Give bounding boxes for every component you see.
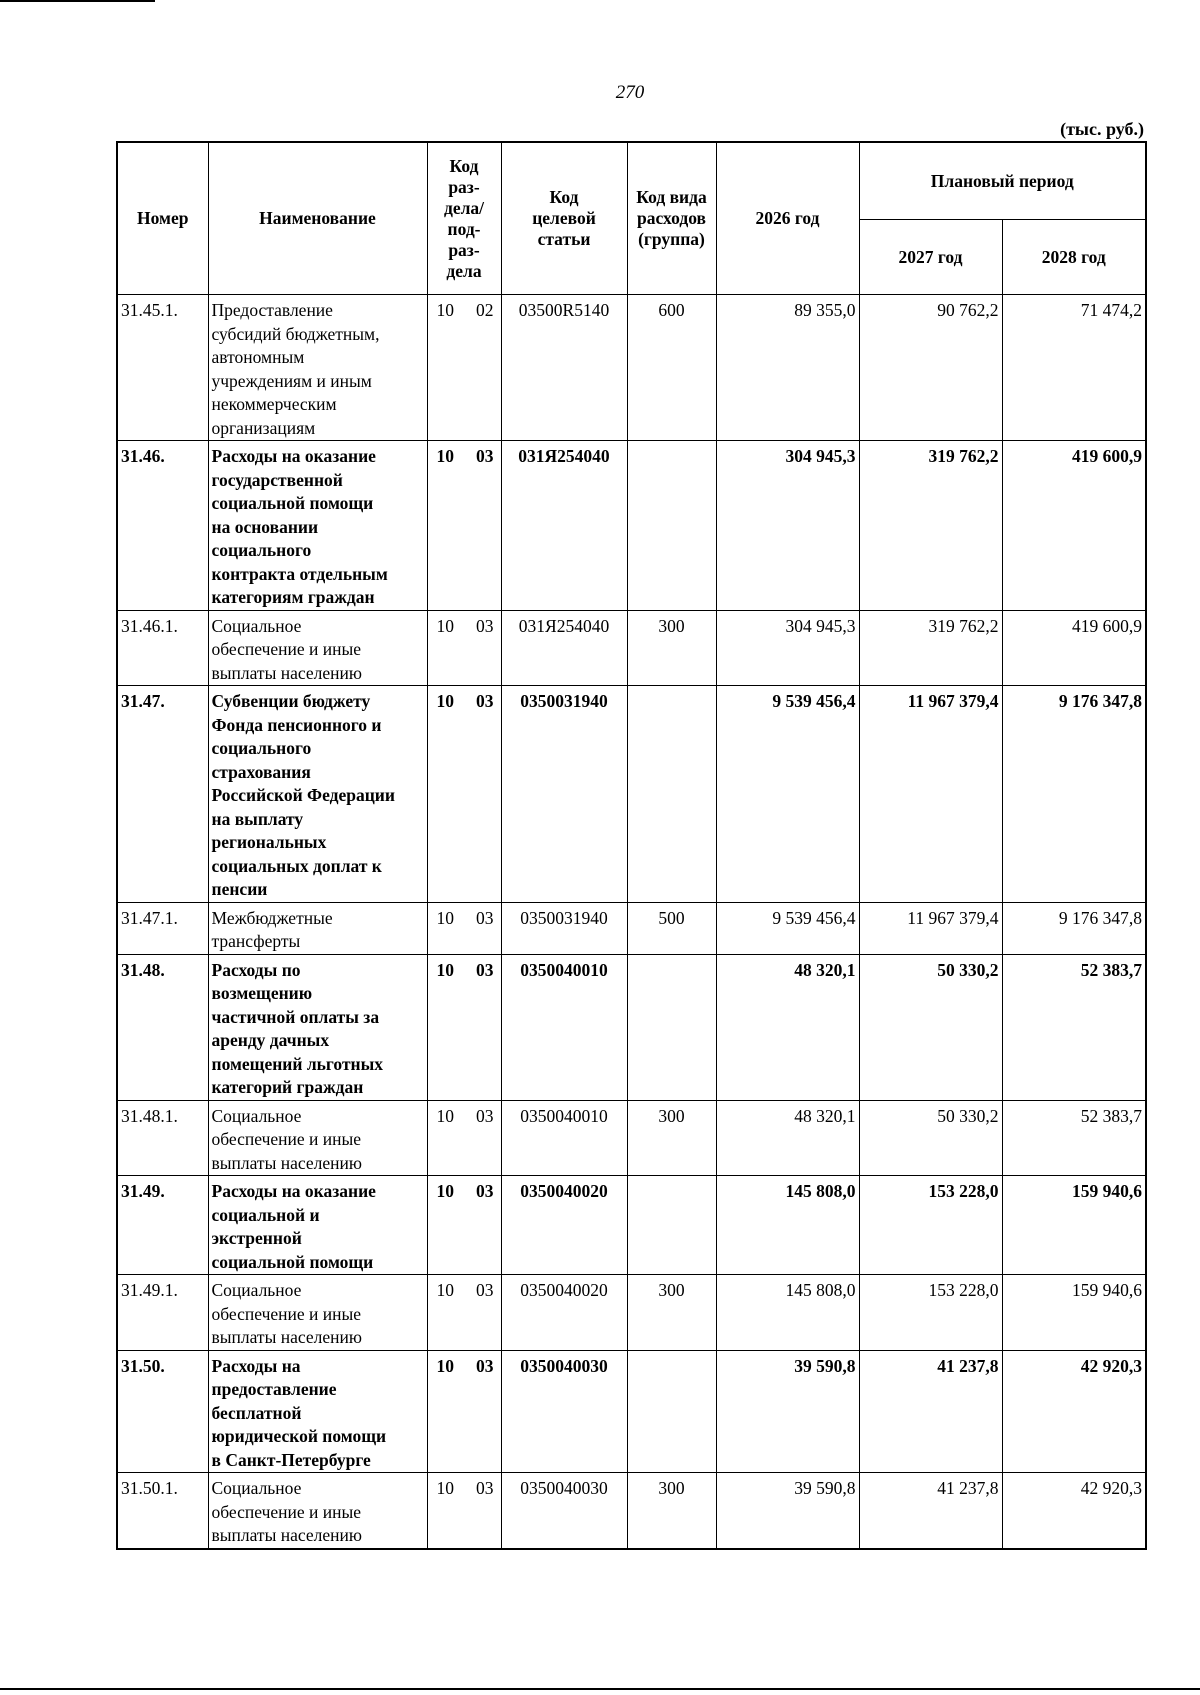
row-subsection: 03: [476, 691, 494, 711]
row-amount-2026: 304 945,3: [716, 610, 859, 686]
row-section: 10: [436, 1280, 454, 1300]
table-row: [117, 1350, 1146, 1473]
row-number: 31.50.: [117, 1350, 208, 1473]
row-name-line: Расходы по: [211, 959, 301, 980]
row-target-code: 0350031940: [501, 686, 627, 903]
row-name-line: пенсии: [211, 879, 268, 899]
row-name: [208, 1275, 427, 1351]
row-name-line: субсидий бюджетным,: [211, 323, 380, 344]
row-subsection: 03: [476, 615, 494, 636]
row-section: 10: [436, 446, 454, 466]
row-subsection: 03: [476, 959, 494, 980]
row-amount-2027: 153 228,0: [859, 1275, 1002, 1351]
scan-edge-mark-bottom: [0, 1688, 1200, 1690]
row-amount-2027: 11 967 379,4: [859, 902, 1002, 954]
row-number: 31.50.1.: [117, 1473, 208, 1549]
row-amount-2028: 159 940,6: [1002, 1176, 1146, 1275]
row-name-line: выплаты населению: [211, 1327, 362, 1347]
row-section-code: [427, 954, 501, 1100]
row-name-line: Расходы на оказание: [211, 446, 376, 466]
row-amount-2027: 41 237,8: [859, 1350, 1002, 1473]
row-number: 31.47.1.: [117, 902, 208, 954]
row-name-line: возмещению: [211, 983, 313, 1003]
header-planned-period: Плановый период: [859, 142, 1146, 220]
row-amount-2026: 304 945,3: [716, 441, 859, 611]
row-name-line: социальной помощи: [211, 493, 374, 513]
row-subsection: 02: [476, 300, 494, 320]
row-name-line: обеспечение и иные: [211, 1501, 362, 1522]
row-name: [208, 1176, 427, 1275]
row-name-line: на выплату: [211, 808, 304, 829]
row-amount-2028: 9 176 347,8: [1002, 686, 1146, 903]
table-row: [117, 441, 1146, 611]
row-section-code: [427, 610, 501, 686]
row-number: 31.47.: [117, 686, 208, 903]
row-name-line: Предоставление: [211, 300, 333, 320]
table-row: [117, 1275, 1146, 1351]
row-name-line: контракта отдельным: [211, 563, 388, 584]
row-expense-kind: 300: [627, 1473, 716, 1549]
row-section-code: [427, 295, 501, 441]
row-name-line: социальных доплат к: [211, 855, 382, 876]
row-number: 31.49.1.: [117, 1275, 208, 1351]
row-name-line: аренду дачных: [211, 1030, 330, 1050]
row-section-code: [427, 441, 501, 611]
row-section-code: [427, 902, 501, 954]
table-row: [117, 1473, 1146, 1549]
row-expense-kind: [627, 441, 716, 611]
row-name-line: помещений льготных: [211, 1053, 384, 1074]
row-subsection: 03: [476, 446, 494, 466]
row-amount-2027: 153 228,0: [859, 1176, 1002, 1275]
row-section-code: [427, 686, 501, 903]
row-name: [208, 954, 427, 1100]
row-name-line: выплаты населению: [211, 1525, 362, 1545]
row-section: 10: [436, 1355, 454, 1376]
row-section-code: [427, 1100, 501, 1176]
row-section-code: [427, 1473, 501, 1549]
row-name-line: Социальное: [211, 1478, 302, 1498]
table-row: [117, 1176, 1146, 1275]
row-name-line: Расходы на: [211, 1355, 301, 1376]
row-name: [208, 1350, 427, 1473]
row-amount-2028: 419 600,9: [1002, 441, 1146, 611]
header-number: Номер: [117, 142, 208, 295]
row-section-code: [427, 1275, 501, 1351]
header-expense-line: Код вида: [636, 187, 707, 207]
row-name-line: на основании: [211, 516, 319, 537]
row-name: [208, 902, 427, 954]
header-year-2026: 2026 год: [716, 142, 859, 295]
row-name-line: предоставление: [211, 1379, 337, 1399]
row-name-line: некоммерческим: [211, 394, 337, 414]
row-amount-2028: 52 383,7: [1002, 954, 1146, 1100]
row-name-line: Фонда пенсионного и: [211, 714, 382, 735]
row-number: 31.48.: [117, 954, 208, 1100]
header-expense-line: расходов: [637, 208, 706, 228]
row-name: [208, 1473, 427, 1549]
header-target-code: [501, 142, 627, 295]
row-name-line: Расходы на оказание: [211, 1181, 376, 1201]
header-section-code: [427, 142, 501, 295]
row-amount-2027: 11 967 379,4: [859, 686, 1002, 903]
row-expense-kind: [627, 686, 716, 903]
row-name-line: частичной оплаты за: [211, 1006, 380, 1027]
row-name-line: Межбюджетные: [211, 907, 333, 928]
row-name-line: выплаты населению: [211, 662, 362, 683]
row-amount-2026: 89 355,0: [716, 295, 859, 441]
row-amount-2028: 159 940,6: [1002, 1275, 1146, 1351]
row-name-line: организациям: [211, 417, 316, 438]
row-amount-2028: 71 474,2: [1002, 295, 1146, 441]
row-name-line: Социальное: [211, 615, 302, 636]
row-name-line: Социальное: [211, 1280, 302, 1300]
row-amount-2028: 419 600,9: [1002, 610, 1146, 686]
header-target-line: статьи: [537, 229, 591, 249]
row-subsection: 03: [476, 1181, 494, 1201]
table-row: [117, 295, 1146, 441]
row-amount-2028: 52 383,7: [1002, 1100, 1146, 1176]
row-name-line: Российской Федерации: [211, 785, 395, 805]
header-section-line: Код: [449, 155, 479, 176]
row-target-code: 0350040020: [501, 1275, 627, 1351]
row-amount-2028: 42 920,3: [1002, 1350, 1146, 1473]
table-row: [117, 902, 1146, 954]
header-expense-kind: [627, 142, 716, 295]
row-name-line: учреждениям и иным: [211, 370, 372, 391]
table-header: [117, 142, 1146, 295]
row-name-line: юридической помощи: [211, 1426, 387, 1446]
row-amount-2028: 9 176 347,8: [1002, 902, 1146, 954]
row-expense-kind: 300: [627, 1100, 716, 1176]
row-number: 31.46.: [117, 441, 208, 611]
row-subsection: 03: [476, 1478, 494, 1498]
row-name-line: государственной: [211, 469, 343, 490]
header-expense-line: (группа): [638, 229, 705, 249]
row-name-line: обеспечение и иные: [211, 639, 362, 659]
row-expense-kind: 300: [627, 610, 716, 686]
row-amount-2026: 9 539 456,4: [716, 902, 859, 954]
row-amount-2026: 145 808,0: [716, 1275, 859, 1351]
row-target-code: 0350040010: [501, 1100, 627, 1176]
row-expense-kind: [627, 954, 716, 1100]
budget-table: [116, 141, 1147, 1550]
row-section: 10: [436, 691, 454, 711]
row-section-code: [427, 1350, 501, 1473]
row-amount-2027: 41 237,8: [859, 1473, 1002, 1549]
row-name-line: категориям граждан: [211, 587, 375, 607]
row-section: 10: [436, 615, 454, 636]
row-name-line: выплаты населению: [211, 1152, 362, 1173]
row-name-line: трансферты: [211, 931, 301, 951]
table-row: [117, 686, 1146, 903]
row-name-line: обеспечение и иные: [211, 1129, 362, 1149]
header-year-2027: 2027 год: [859, 220, 1002, 295]
row-amount-2026: 39 590,8: [716, 1473, 859, 1549]
row-amount-2026: 145 808,0: [716, 1176, 859, 1275]
row-subsection: 03: [476, 1105, 494, 1126]
units-label: (тыс. руб.): [1060, 119, 1144, 139]
row-target-code: 031Я254040: [501, 610, 627, 686]
row-expense-kind: 600: [627, 295, 716, 441]
row-target-code: 0350040010: [501, 954, 627, 1100]
header-target-line: Код: [549, 187, 579, 207]
row-name: [208, 610, 427, 686]
header-section-line: дела: [446, 260, 482, 281]
row-name-line: социального: [211, 738, 312, 758]
table-row: [117, 610, 1146, 686]
row-amount-2026: 48 320,1: [716, 1100, 859, 1176]
header-name: Наименование: [208, 142, 427, 295]
row-section: 10: [436, 907, 454, 928]
row-name-line: Социальное: [211, 1105, 302, 1126]
row-name-line: Субвенции бюджету: [211, 691, 371, 711]
header-section-line: раз-: [448, 176, 480, 197]
row-name-line: в Санкт-Петербурге: [211, 1449, 371, 1470]
row-expense-kind: [627, 1176, 716, 1275]
row-subsection: 03: [476, 1355, 494, 1376]
row-name-line: автономным: [211, 347, 305, 367]
row-amount-2026: 9 539 456,4: [716, 686, 859, 903]
header-year-2028: 2028 год: [1002, 220, 1146, 295]
row-amount-2027: 90 762,2: [859, 295, 1002, 441]
row-number: 31.46.1.: [117, 610, 208, 686]
row-name-line: социального: [211, 540, 312, 560]
row-amount-2026: 48 320,1: [716, 954, 859, 1100]
row-amount-2028: 42 920,3: [1002, 1473, 1146, 1549]
header-section-line: раз-: [448, 239, 480, 260]
header-target-line: целевой: [532, 208, 596, 228]
row-target-code: 0350040030: [501, 1473, 627, 1549]
row-name-line: категорий граждан: [211, 1077, 364, 1097]
row-section: 10: [436, 1478, 454, 1498]
row-section-code: [427, 1176, 501, 1275]
row-amount-2027: 319 762,2: [859, 610, 1002, 686]
row-section: 10: [436, 959, 454, 980]
row-expense-kind: 500: [627, 902, 716, 954]
table-row: [117, 1100, 1146, 1176]
row-target-code: 031Я254040: [501, 441, 627, 611]
row-subsection: 03: [476, 1280, 494, 1300]
row-subsection: 03: [476, 907, 494, 928]
row-name-line: региональных: [211, 832, 327, 852]
row-name-line: бесплатной: [211, 1402, 302, 1423]
row-target-code: 03500R5140: [501, 295, 627, 441]
row-expense-kind: 300: [627, 1275, 716, 1351]
row-target-code: 0350040030: [501, 1350, 627, 1473]
row-expense-kind: [627, 1350, 716, 1473]
row-name-line: экстренной: [211, 1228, 302, 1248]
row-name-line: страхования: [211, 761, 311, 782]
row-name-line: социальной помощи: [211, 1251, 374, 1272]
row-name: [208, 686, 427, 903]
scan-edge-mark-top: [0, 0, 155, 2]
row-name: [208, 295, 427, 441]
row-target-code: 0350040020: [501, 1176, 627, 1275]
row-amount-2027: 319 762,2: [859, 441, 1002, 611]
row-name-line: социальной и: [211, 1204, 320, 1225]
table-body: [117, 295, 1146, 1549]
row-name: [208, 1100, 427, 1176]
row-section: 10: [436, 1181, 454, 1201]
row-amount-2026: 39 590,8: [716, 1350, 859, 1473]
row-section: 10: [436, 300, 454, 320]
row-number: 31.45.1.: [117, 295, 208, 441]
page-number: 270: [615, 82, 645, 103]
row-amount-2027: 50 330,2: [859, 954, 1002, 1100]
table-row: [117, 954, 1146, 1100]
header-section-line: под-: [447, 218, 481, 239]
header-section-line: дела/: [443, 197, 485, 218]
row-name-line: обеспечение и иные: [211, 1303, 362, 1324]
row-number: 31.49.: [117, 1176, 208, 1275]
row-amount-2027: 50 330,2: [859, 1100, 1002, 1176]
row-number: 31.48.1.: [117, 1100, 208, 1176]
row-name: [208, 441, 427, 611]
row-section: 10: [436, 1105, 454, 1126]
row-target-code: 0350031940: [501, 902, 627, 954]
